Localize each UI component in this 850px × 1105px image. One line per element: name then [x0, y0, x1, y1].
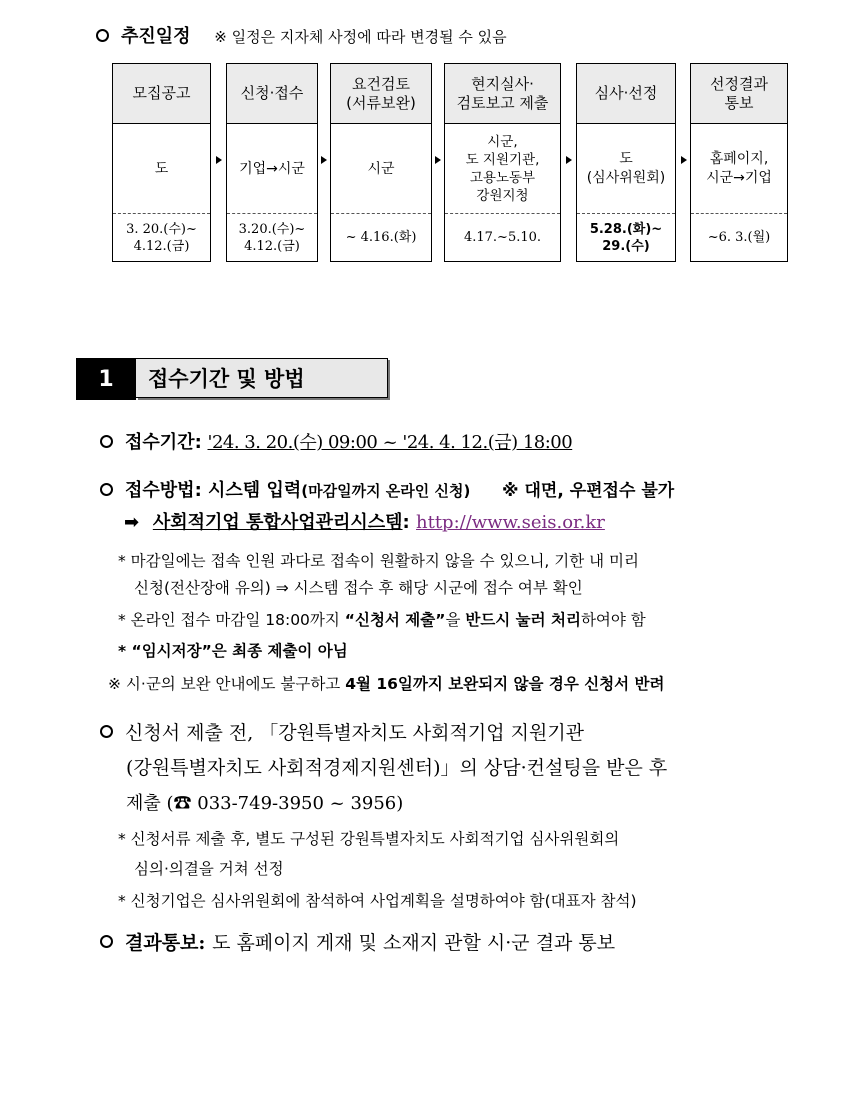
period-label: 접수기간 — [125, 432, 195, 453]
schedule-heading: 추진일정 — [121, 26, 191, 47]
step-owner: 시군, 도 지원기관, 고용노동부 강원지청 — [465, 134, 540, 204]
period-value: '24. 3. 20.(수) 09:00 ~ '24. 4. 12.(금) 18:00 — [207, 432, 573, 453]
method-warning: ※ 대면, 우편접수 불가 — [502, 481, 675, 501]
step-title: 요건검토 (서류보완) — [331, 64, 431, 124]
method-note-4: ※ 시·군의 보완 안내에도 불구하고 4월 16일까지 보완되지 않을 경우 신청서 반려 — [108, 675, 665, 693]
step-title: 신청·접수 — [227, 64, 317, 124]
method-note-3: * “임시저장”은 최종 제출이 아님 — [118, 642, 348, 660]
step-owner: 기업→시군 — [239, 160, 305, 177]
system-row: ➡ 사회적기업 통합사업관리시스템: http://www.seis.or.kr — [124, 512, 605, 533]
step-date: 3.20.(수)~ 4.12.(금) — [227, 213, 317, 261]
step-site-inspection — [444, 63, 561, 262]
flow-arrow-icon — [566, 156, 572, 164]
flow-arrow-icon — [321, 156, 327, 164]
step-recruit-notice — [112, 63, 211, 262]
method-note-1: * 마감일에는 접속 인원 과다로 접속이 원활하지 않을 수 있으니, 기한 내 미리 — [118, 552, 639, 570]
step-review-selection — [576, 63, 676, 262]
step-owner: 도 (심사위원회) — [586, 151, 666, 186]
period-row: 접수기간: '24. 3. 20.(수) 09:00 ~ '24. 4. 12.(금) 18:00 — [100, 428, 572, 454]
circle-bullet-icon — [100, 935, 113, 948]
step-owner: 홈페이지, 시군→기업 — [706, 151, 772, 186]
step-requirement-review — [330, 63, 432, 262]
circle-bullet-icon — [100, 725, 113, 738]
circle-bullet-icon — [96, 29, 109, 42]
consult-row — [100, 718, 584, 745]
flow-arrow-icon — [681, 156, 687, 164]
step-date: 4.17.~5.10. — [445, 213, 560, 261]
right-arrow-icon: ➡ — [124, 512, 140, 533]
method-value: 시스템 입력 — [208, 480, 302, 501]
flow-arrow-icon — [216, 156, 222, 164]
result-label: 결과통보 — [125, 932, 199, 954]
step-owner: 도 — [154, 160, 169, 177]
section-title: 접수기간 및 방법 — [136, 358, 388, 398]
consult-line-1: 신청서 제출 전, 「강원특별자치도 사회적기업 지원기관 — [125, 722, 585, 744]
consult-note-2: * 신청기업은 심사위원회에 참석하여 사업계획을 설명하여야 함(대표자 참석) — [118, 892, 637, 910]
step-application — [226, 63, 318, 262]
system-label: 사회적기업 통합사업관리시스템 — [152, 512, 403, 533]
method-note-1-cont: 신청(전산장애 유의) ⇒ 시스템 접수 후 해당 시군에 접수 여부 확인 — [134, 579, 583, 597]
step-date: 3. 20.(수)~ 4.12.(금) — [113, 213, 210, 261]
method-value-paren: (마감일까지 온라인 신청) — [301, 482, 471, 500]
step-title: 선정결과 통보 — [691, 64, 787, 124]
step-date: ~ 4.16.(화) — [331, 213, 431, 261]
step-owner: 시군 — [367, 160, 395, 177]
section-number: 1 — [76, 358, 136, 400]
step-date: ~6. 3.(월) — [691, 213, 787, 261]
method-note-2: * 온라인 접수 마감일 18:00까지 “신청서 제출”을 반드시 눌러 처리하여야 함 — [118, 611, 646, 629]
step-result-notice — [690, 63, 788, 262]
step-title: 현지실사· 검토보고 제출 — [445, 64, 560, 124]
step-date: 5.28.(화)~ 29.(수) — [577, 213, 675, 261]
consult-line-2: (강원특별자치도 사회적경제지원센터)」의 상담·컨설팅을 받은 후 — [126, 757, 668, 779]
step-title: 모집공고 — [113, 64, 210, 124]
consult-note-1-cont: 심의·의결을 거쳐 선정 — [134, 860, 284, 878]
circle-bullet-icon — [100, 483, 113, 496]
circle-bullet-icon — [100, 435, 113, 448]
schedule-heading-row — [96, 22, 507, 48]
result-value: 도 홈페이지 게재 및 소재지 관할 시·군 결과 통보 — [212, 932, 616, 954]
method-row: 접수방법: 시스템 입력(마감일까지 온라인 신청) ※ 대면, 우편접수 불가 — [100, 476, 674, 502]
flow-arrow-icon — [435, 156, 441, 164]
schedule-note: ※ 일정은 지자체 사정에 따라 변경될 수 있음 — [214, 28, 507, 46]
step-title: 심사·선정 — [577, 64, 675, 124]
consult-note-1: * 신청서류 제출 후, 별도 구성된 강원특별자치도 사회적기업 심사위원회의 — [118, 830, 620, 848]
consult-line-3: 제출 (☎ 033-749-3950 ~ 3956) — [126, 793, 404, 814]
system-url-link[interactable]: http://www.seis.or.kr — [416, 512, 605, 533]
method-label: 접수방법 — [125, 480, 195, 501]
result-row: 결과통보: 도 홈페이지 게재 및 소재지 관할 시·군 결과 통보 — [100, 928, 615, 955]
